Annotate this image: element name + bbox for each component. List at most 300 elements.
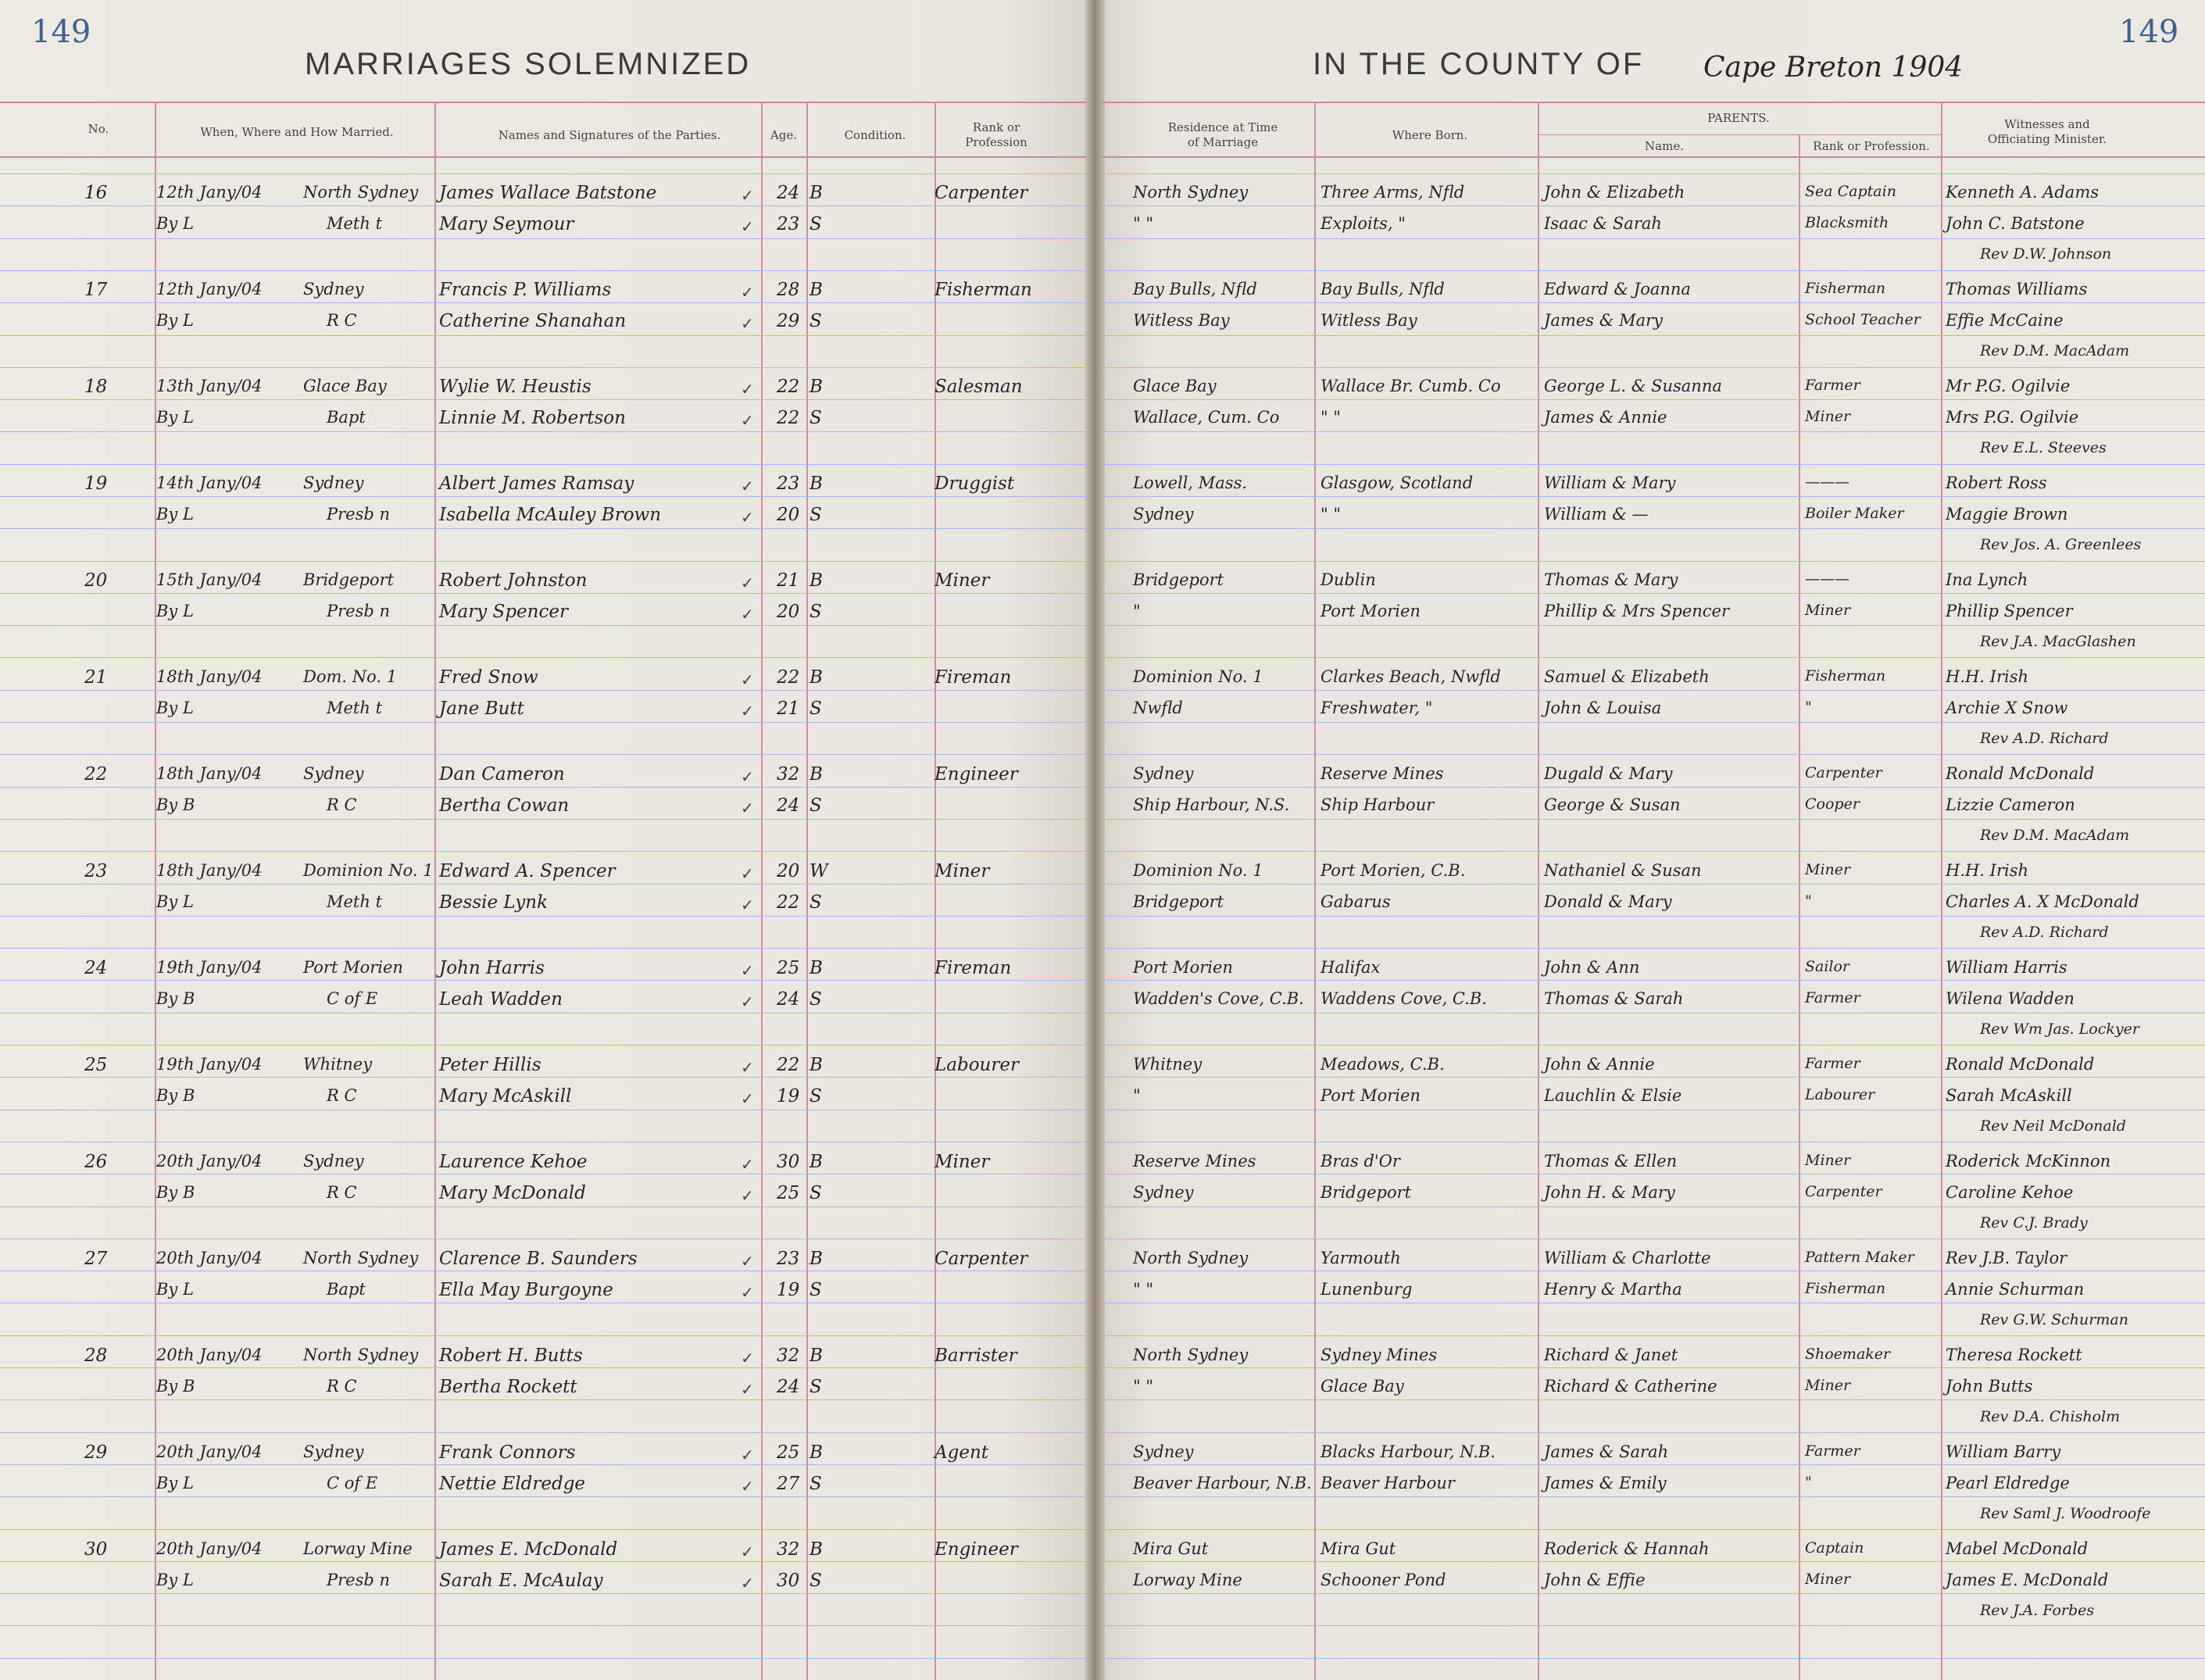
ruled-line [0, 464, 1086, 465]
bride-parent-profession: " [1805, 892, 1812, 910]
ruled-line [1102, 625, 2205, 626]
groom-profession: Miner [935, 861, 990, 881]
entry-number: 25 [84, 1055, 108, 1075]
groom-residence: Whitney [1133, 1055, 1203, 1074]
header-born: Where Born. [1392, 128, 1468, 142]
groom-profession: Engineer [935, 764, 1018, 785]
marriage-denomination: Presb n [327, 505, 391, 524]
groom-condition: B [809, 958, 823, 978]
bride-age: 30 [777, 1571, 800, 1591]
groom-residence: Sydney [1133, 1442, 1194, 1461]
groom-birthplace: Three Arms, Nfld [1320, 183, 1465, 202]
marriage-how: By L [156, 1280, 194, 1299]
marriage-how: By B [156, 1086, 195, 1105]
ruled-line [0, 754, 1086, 755]
groom-residence: Glace Bay [1133, 377, 1217, 395]
groom-parent-profession: Fisherman [1805, 280, 1886, 297]
bride-name: Mary McAskill [439, 1086, 572, 1106]
groom-parents: James & Sarah [1544, 1442, 1669, 1461]
witness-2: Maggie Brown [1946, 505, 2068, 524]
bride-birthplace: Bridgeport [1320, 1183, 1412, 1202]
age-check-mark: ✓ [741, 895, 754, 914]
header-no: No. [88, 122, 109, 136]
bride-parents: Lauchlin & Elsie [1544, 1086, 1682, 1105]
header-parent-name: Name. [1645, 139, 1684, 153]
ruled-line [1102, 1077, 2205, 1078]
header-top-rule-left [0, 102, 1086, 103]
bride-condition: S [809, 699, 822, 719]
age-check-mark: ✓ [741, 411, 754, 430]
groom-birthplace: Halifax [1320, 958, 1381, 977]
marriage-how: By L [156, 699, 194, 717]
ruled-line [1102, 1045, 2205, 1046]
marriage-place: Bridgeport [303, 570, 395, 589]
groom-name: Dan Cameron [439, 764, 565, 785]
bride-name: Ella May Burgoyne [439, 1280, 613, 1300]
entry-number: 16 [84, 183, 108, 203]
entry-number: 29 [84, 1442, 108, 1463]
book-gutter [1085, 0, 1105, 1680]
age-check-mark: ✓ [741, 1349, 754, 1367]
ruled-line [0, 884, 1086, 885]
bride-age: 24 [777, 795, 800, 816]
marriage-how: By L [156, 408, 194, 427]
bride-age: 24 [777, 989, 800, 1010]
officiating-minister: Rev D.W. Johnson [1980, 245, 2112, 263]
bride-parent-profession: Miner [1805, 1377, 1851, 1394]
right-page-number: 149 [2119, 14, 2179, 50]
bride-birthplace: Gabarus [1320, 892, 1391, 911]
ruled-line [0, 335, 1086, 336]
groom-condition: B [809, 377, 823, 397]
groom-parent-profession: ——— [1805, 474, 1849, 491]
marriage-denomination: R C [327, 311, 357, 330]
age-check-mark: ✓ [741, 1380, 754, 1399]
groom-condition: B [809, 1055, 823, 1075]
groom-age: 30 [777, 1152, 800, 1172]
marriage-date: 20th Jany/04 [156, 1152, 263, 1171]
bride-parent-profession: Miner [1805, 408, 1851, 425]
bride-name: Mary Seymour [439, 214, 574, 234]
groom-condition: B [809, 1249, 823, 1269]
ruled-line [0, 1625, 1086, 1626]
bride-parent-profession: Miner [1805, 602, 1851, 619]
groom-profession: Carpenter [935, 183, 1028, 203]
marriage-denomination: Meth t [327, 214, 383, 233]
bride-birthplace: Schooner Pond [1320, 1571, 1446, 1589]
bride-parents: James & Annie [1544, 408, 1667, 427]
groom-birthplace: Sydney Mines [1320, 1346, 1438, 1364]
ruled-line [0, 1561, 1086, 1562]
ruled-line [0, 593, 1086, 594]
ruled-line [1102, 335, 2205, 336]
age-check-mark: ✓ [741, 702, 754, 720]
groom-birthplace: Yarmouth [1320, 1249, 1401, 1267]
county-name: Cape Breton 1904 [1703, 52, 1964, 84]
ruled-line [1102, 270, 2205, 271]
ruled-line [1102, 561, 2205, 562]
bride-name: Leah Wadden [439, 989, 563, 1010]
marriage-how: By B [156, 1183, 195, 1202]
groom-parents: William & Charlotte [1544, 1249, 1711, 1267]
groom-profession: Fireman [935, 667, 1012, 688]
bride-parents: James & Mary [1544, 311, 1664, 330]
marriage-how: By L [156, 311, 194, 330]
groom-condition: B [809, 570, 823, 591]
ruled-line [1102, 754, 2205, 755]
groom-parent-profession: Pattern Maker [1805, 1249, 1914, 1266]
marriage-denomination: Bapt [327, 1280, 366, 1299]
groom-name: James Wallace Batstone [439, 183, 657, 203]
bride-birthplace: Port Morien [1320, 602, 1421, 620]
marriage-date: 18th Jany/04 [156, 764, 263, 783]
groom-name: Robert Johnston [439, 570, 588, 591]
marriage-date: 15th Jany/04 [156, 570, 263, 589]
groom-residence: North Sydney [1133, 1249, 1249, 1267]
groom-parents: Thomas & Mary [1544, 570, 1678, 589]
marriage-date: 13th Jany/04 [156, 377, 263, 395]
witness-2: Pearl Eldredge [1946, 1474, 2070, 1492]
ruled-line [0, 528, 1086, 529]
header-condition: Condition. [844, 128, 906, 142]
ruled-line [1102, 1464, 2205, 1465]
page-title-left: MARRIAGES SOLEMNIZED [305, 47, 752, 81]
ruled-line [0, 690, 1086, 691]
groom-parent-profession: ——— [1805, 570, 1849, 588]
groom-name: Peter Hillis [439, 1055, 541, 1075]
bride-residence: Ship Harbour, N.S. [1133, 795, 1290, 814]
bride-age: 22 [777, 892, 800, 913]
witness-2: Caroline Kehoe [1946, 1183, 2074, 1202]
groom-parent-profession: Miner [1805, 1152, 1851, 1169]
marriage-denomination: Presb n [327, 1571, 391, 1589]
marriage-denomination: R C [327, 1086, 357, 1105]
groom-age: 23 [777, 1249, 800, 1269]
bride-name: Jane Butt [439, 699, 524, 719]
groom-parent-profession: Shoemaker [1805, 1346, 1891, 1363]
ruled-line [0, 819, 1086, 820]
groom-parents: William & Mary [1544, 474, 1676, 492]
age-check-mark: ✓ [741, 186, 754, 205]
bride-condition: S [809, 602, 822, 622]
age-check-mark: ✓ [741, 1542, 754, 1561]
witness-1: Ronald McDonald [1946, 764, 2095, 783]
officiating-minister: Rev J.A. Forbes [1980, 1602, 2095, 1619]
bride-parents: John & Louisa [1544, 699, 1662, 717]
entry-number: 28 [84, 1346, 108, 1366]
officiating-minister: Rev D.A. Chisholm [1980, 1408, 2121, 1425]
ruled-line [0, 431, 1086, 432]
age-check-mark: ✓ [741, 1477, 754, 1496]
witness-2: Wilena Wadden [1946, 989, 2075, 1008]
ruled-line [0, 722, 1086, 723]
witness-2: Sarah McAskill [1946, 1086, 2072, 1105]
officiating-minister: Rev Saml J. Woodroofe [1980, 1505, 2151, 1522]
witness-1: William Harris [1946, 958, 2067, 977]
officiating-minister: Rev C.J. Brady [1980, 1214, 2088, 1231]
groom-condition: B [809, 1539, 823, 1560]
bride-age: 19 [777, 1086, 800, 1106]
bride-birthplace: Ship Harbour [1320, 795, 1435, 814]
groom-name: Albert James Ramsay [439, 474, 634, 494]
groom-condition: B [809, 667, 823, 688]
officiating-minister: Rev Jos. A. Greenlees [1980, 536, 2142, 553]
groom-age: 22 [777, 667, 800, 688]
entry-number: 30 [84, 1539, 108, 1560]
bride-condition: S [809, 1183, 822, 1203]
header-names: Names and Signatures of the Parties. [498, 128, 721, 142]
ruled-line [1102, 916, 2205, 917]
age-check-mark: ✓ [741, 283, 754, 302]
ruled-line [1102, 496, 2205, 497]
age-check-mark: ✓ [741, 1186, 754, 1205]
ruled-line [1102, 722, 2205, 723]
ruled-line [1102, 173, 2205, 174]
witness-1: H.H. Irish [1946, 861, 2029, 880]
groom-age: 21 [777, 570, 800, 591]
groom-parents: Samuel & Elizabeth [1544, 667, 1710, 686]
ruled-line [1102, 884, 2205, 885]
ruled-line [1102, 1625, 2205, 1626]
marriage-place: Glace Bay [303, 377, 387, 395]
marriage-place: Sydney [303, 280, 364, 298]
bride-residence: " " [1133, 1280, 1153, 1299]
marriage-how: By B [156, 1377, 195, 1396]
ruled-line [0, 980, 1086, 981]
marriage-denomination: Bapt [327, 408, 366, 427]
groom-condition: B [809, 764, 823, 785]
marriage-denomination: C of E [327, 989, 378, 1008]
officiating-minister: Rev A.D. Richard [1980, 924, 2109, 941]
age-check-mark: ✓ [741, 767, 754, 786]
ruled-line [1102, 1432, 2205, 1433]
witness-1: H.H. Irish [1946, 667, 2029, 686]
bride-parents: Isaac & Sarah [1544, 214, 1662, 233]
bride-condition: S [809, 214, 822, 234]
ruled-line [0, 1077, 1086, 1078]
groom-condition: B [809, 1346, 823, 1366]
groom-condition: B [809, 280, 823, 300]
witness-1: Roderick McKinnon [1946, 1152, 2111, 1171]
groom-parents: John & Annie [1544, 1055, 1655, 1074]
groom-birthplace: Reserve Mines [1320, 764, 1444, 783]
bride-name: Bessie Lynk [439, 892, 549, 913]
ruled-line [0, 916, 1086, 917]
groom-name: Francis P. Williams [439, 280, 612, 300]
marriage-place: North Sydney [303, 1249, 419, 1267]
bride-name: Mary Spencer [439, 602, 568, 622]
groom-profession: Fireman [935, 958, 1012, 978]
groom-condition: W [809, 861, 828, 881]
bride-parent-profession: Blacksmith [1805, 214, 1889, 231]
ruled-line [0, 1206, 1086, 1207]
groom-residence: North Sydney [1133, 1346, 1249, 1364]
header-residence: Residence at Time of Marriage [1167, 120, 1278, 149]
bride-birthplace: " " [1320, 505, 1341, 524]
ruled-line [1102, 302, 2205, 303]
ruled-line [1102, 657, 2205, 658]
ruled-line [0, 238, 1086, 239]
entry-number: 17 [84, 280, 108, 300]
age-check-mark: ✓ [741, 1252, 754, 1271]
groom-name: Edward A. Spencer [439, 861, 616, 881]
ruled-line [1102, 1367, 2205, 1368]
bride-parents: Donald & Mary [1544, 892, 1672, 911]
age-check-mark: ✓ [741, 961, 754, 980]
bride-age: 22 [777, 408, 800, 428]
marriage-denomination: R C [327, 795, 357, 814]
parents-divider [1538, 134, 1941, 135]
bride-parent-profession: Fisherman [1805, 1280, 1886, 1297]
bride-residence: Sydney [1133, 1183, 1194, 1202]
bride-residence: Witless Bay [1133, 311, 1230, 330]
witness-2: Mrs P.G. Ogilvie [1946, 408, 2079, 427]
marriage-how: By L [156, 505, 194, 524]
bride-name: Catherine Shanahan [439, 311, 627, 331]
groom-birthplace: Blacks Harbour, N.B. [1320, 1442, 1496, 1461]
entry-number: 23 [84, 861, 108, 881]
ruled-line [1102, 1206, 2205, 1207]
witness-1: Rev J.B. Taylor [1946, 1249, 2067, 1267]
bride-birthplace: Port Morien [1320, 1086, 1421, 1105]
groom-parent-profession: Captain [1805, 1539, 1864, 1557]
col-rule [761, 102, 763, 1680]
bride-parents: John & Effie [1544, 1571, 1646, 1589]
ruled-line [1102, 1658, 2205, 1659]
entry-number: 22 [84, 764, 108, 785]
age-check-mark: ✓ [741, 1058, 754, 1077]
header-bottom-rule-right [1102, 156, 2205, 158]
age-check-mark: ✓ [741, 1283, 754, 1302]
bride-residence: " " [1133, 214, 1153, 233]
witness-2: John Butts [1946, 1377, 2033, 1396]
marriage-how: By L [156, 602, 194, 620]
groom-age: 32 [777, 764, 800, 785]
groom-residence: Dominion No. 1 [1133, 861, 1263, 880]
header-bottom-rule-left [0, 156, 1086, 158]
header-parent-rank: Rank or Profession. [1813, 139, 1930, 153]
officiating-minister: Rev D.M. MacAdam [1980, 827, 2130, 844]
groom-birthplace: Meadows, C.B. [1320, 1055, 1445, 1074]
bride-parents: Phillip & Mrs Spencer [1544, 602, 1730, 620]
marriage-date: 18th Jany/04 [156, 667, 263, 686]
bride-birthplace: " " [1320, 408, 1341, 427]
groom-profession: Miner [935, 570, 990, 591]
age-check-mark: ✓ [741, 1089, 754, 1108]
officiating-minister: Rev D.M. MacAdam [1980, 342, 2130, 359]
bride-parent-profession: Labourer [1805, 1086, 1875, 1103]
bride-parents: John H. & Mary [1544, 1183, 1675, 1202]
witness-1: Theresa Rockett [1946, 1346, 2082, 1364]
ruled-line [1102, 690, 2205, 691]
col-rule [434, 102, 436, 1680]
bride-residence: Lorway Mine [1133, 1571, 1242, 1589]
groom-birthplace: Wallace Br. Cumb. Co [1320, 377, 1501, 395]
witness-2: Charles A. X McDonald [1946, 892, 2139, 911]
age-check-mark: ✓ [741, 380, 754, 399]
groom-profession: Barrister [935, 1346, 1017, 1366]
ruled-line [0, 302, 1086, 303]
age-check-mark: ✓ [741, 1574, 754, 1592]
bride-name: Bertha Rockett [439, 1377, 577, 1397]
groom-residence: Lowell, Mass. [1133, 474, 1248, 492]
entry-number: 26 [84, 1152, 108, 1172]
ruled-line [1102, 948, 2205, 949]
groom-profession: Miner [935, 1152, 990, 1172]
ruled-line [1102, 819, 2205, 820]
bride-birthplace: Witless Bay [1320, 311, 1417, 330]
bride-parent-profession: Boiler Maker [1805, 505, 1904, 522]
bride-parent-profession: School Teacher [1805, 311, 1921, 328]
marriage-date: 14th Jany/04 [156, 474, 263, 492]
age-check-mark: ✓ [741, 1446, 754, 1464]
ruled-line [1102, 1399, 2205, 1400]
marriage-place: Sydney [303, 1442, 364, 1461]
marriage-place: North Sydney [303, 183, 419, 202]
ruled-line [0, 399, 1086, 400]
ruled-line [1102, 464, 2205, 465]
groom-parents: Dugald & Mary [1544, 764, 1673, 783]
entry-number: 24 [84, 958, 108, 978]
ruled-line [1102, 1335, 2205, 1336]
groom-profession: Druggist [935, 474, 1015, 494]
age-check-mark: ✓ [741, 508, 754, 527]
entry-number: 18 [84, 377, 108, 397]
groom-profession: Salesman [935, 377, 1023, 397]
marriage-denomination: Meth t [327, 699, 383, 717]
marriage-date: 20th Jany/04 [156, 1442, 263, 1461]
bride-condition: S [809, 1086, 822, 1106]
ruled-line [0, 1464, 1086, 1465]
entry-number: 21 [84, 667, 108, 688]
groom-birthplace: Dublin [1320, 570, 1376, 589]
groom-profession: Carpenter [935, 1249, 1028, 1269]
entry-number: 20 [84, 570, 108, 591]
groom-parents: Thomas & Ellen [1544, 1152, 1678, 1171]
groom-parent-profession: Carpenter [1805, 764, 1882, 781]
groom-parent-profession: Sailor [1805, 958, 1850, 975]
witness-1: Kenneth A. Adams [1946, 183, 2100, 202]
col-rule [1314, 102, 1316, 1680]
header-parents: PARENTS. [1707, 111, 1770, 125]
groom-profession: Engineer [935, 1539, 1018, 1560]
bride-condition: S [809, 1571, 822, 1591]
groom-residence: Sydney [1133, 764, 1194, 783]
groom-birthplace: Mira Gut [1320, 1539, 1396, 1558]
groom-name: Frank Connors [439, 1442, 576, 1463]
witness-2: James E. McDonald [1946, 1571, 2109, 1589]
bride-birthplace: Waddens Cove, C.B. [1320, 989, 1488, 1008]
marriage-date: 12th Jany/04 [156, 183, 263, 202]
left-page-number: 149 [31, 14, 91, 50]
bride-condition: S [809, 311, 822, 331]
bride-parents: Richard & Catherine [1544, 1377, 1717, 1396]
officiating-minister: Rev Neil McDonald [1980, 1117, 2126, 1135]
marriage-denomination: R C [327, 1183, 357, 1202]
witness-1: Thomas Williams [1946, 280, 2088, 298]
groom-birthplace: Bras d'Or [1320, 1152, 1400, 1171]
marriage-place: Port Morien [303, 958, 403, 977]
groom-birthplace: Glasgow, Scotland [1320, 474, 1474, 492]
bride-age: 29 [777, 311, 800, 331]
ruled-line [1102, 851, 2205, 852]
groom-parent-profession: Sea Captain [1805, 183, 1896, 200]
groom-age: 32 [777, 1539, 800, 1560]
groom-parents: George L. & Susanna [1544, 377, 1722, 395]
ruled-line [1102, 1529, 2205, 1530]
groom-name: Clarence B. Saunders [439, 1249, 638, 1269]
groom-age: 24 [777, 183, 800, 203]
